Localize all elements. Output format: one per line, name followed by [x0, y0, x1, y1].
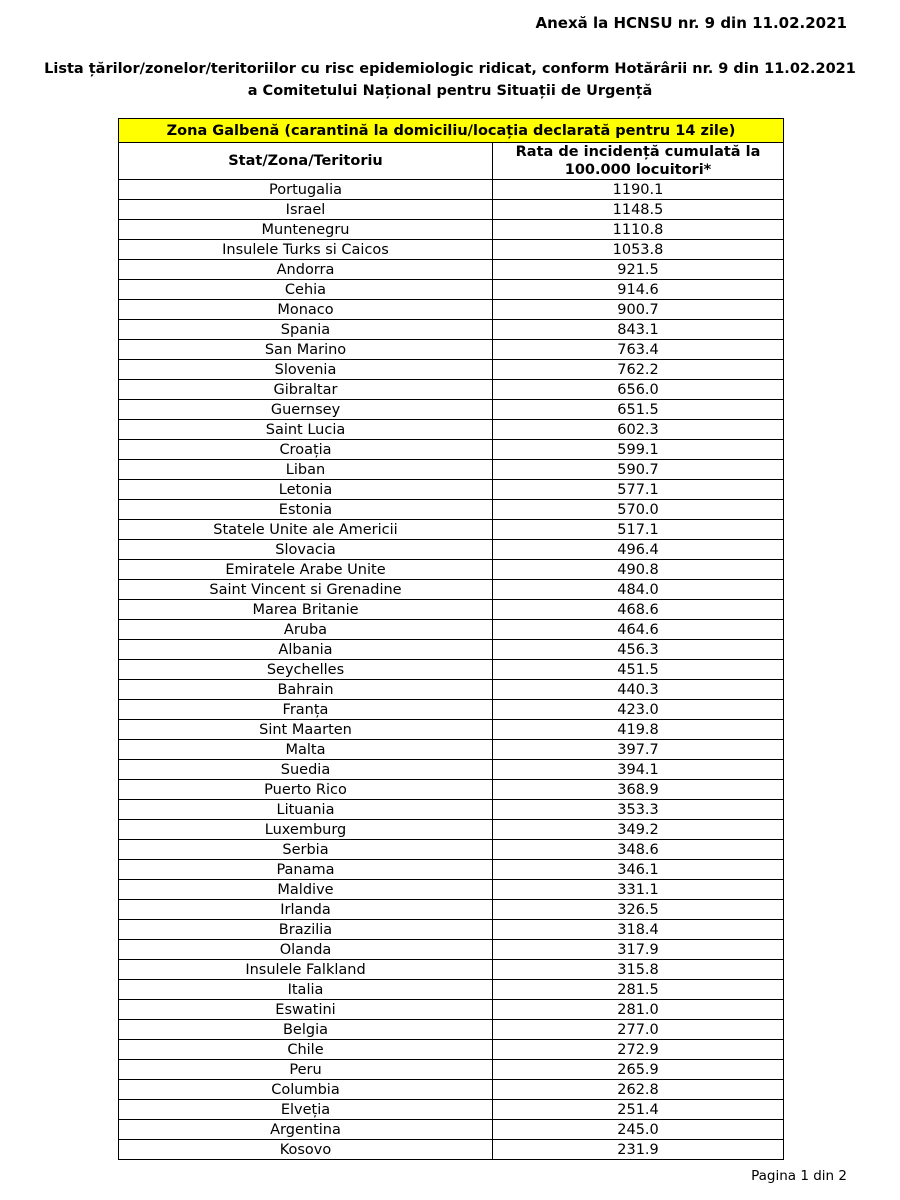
- table-row: [119, 400, 784, 420]
- rate-cell: 468.6: [493, 600, 784, 620]
- table-row: [119, 720, 784, 740]
- rate-cell: 1190.1: [493, 180, 784, 200]
- rate-cell: 1053.8: [493, 240, 784, 260]
- table-row: [119, 560, 784, 580]
- table-row: [119, 320, 784, 340]
- country-cell: Spania: [119, 320, 493, 340]
- country-cell: Columbia: [119, 1080, 493, 1100]
- document-title: Lista țărilor/zonelor/teritoriilor cu risc epidemiologic ridicat, conform Hotărârii nr. 9 din 11.02.2021 a Comitetului Național pentru Situații de Urgență: [44, 61, 856, 99]
- table-row: [119, 460, 784, 480]
- country-cell: Kosovo: [119, 1140, 493, 1160]
- country-cell: Bahrain: [119, 680, 493, 700]
- rate-cell: 231.9: [493, 1140, 784, 1160]
- rate-cell: 346.1: [493, 860, 784, 880]
- table-row: [119, 580, 784, 600]
- rate-cell: 656.0: [493, 380, 784, 400]
- table-row: [119, 960, 784, 980]
- rate-cell: 517.1: [493, 520, 784, 540]
- table-row: [119, 180, 784, 200]
- country-cell: Franța: [119, 700, 493, 720]
- rate-cell: 262.8: [493, 1080, 784, 1100]
- rate-cell: 318.4: [493, 920, 784, 940]
- rate-cell: 397.7: [493, 740, 784, 760]
- table-row: [119, 360, 784, 380]
- rate-cell: 272.9: [493, 1040, 784, 1060]
- country-cell: Cehia: [119, 280, 493, 300]
- rate-cell: 265.9: [493, 1060, 784, 1080]
- table-row: [119, 880, 784, 900]
- rate-cell: 349.2: [493, 820, 784, 840]
- country-cell: Slovacia: [119, 540, 493, 560]
- country-cell: Maldive: [119, 880, 493, 900]
- table-row: [119, 840, 784, 860]
- country-cell: Israel: [119, 200, 493, 220]
- table-row: [119, 700, 784, 720]
- rate-cell: 590.7: [493, 460, 784, 480]
- country-cell: Chile: [119, 1040, 493, 1060]
- table-row: [119, 860, 784, 880]
- table-row: [119, 1080, 784, 1100]
- table-row: [119, 820, 784, 840]
- table-row: [119, 1100, 784, 1120]
- rate-cell: 331.1: [493, 880, 784, 900]
- table-row: [119, 300, 784, 320]
- rate-cell: 451.5: [493, 660, 784, 680]
- table-row: [119, 420, 784, 440]
- rate-cell: 464.6: [493, 620, 784, 640]
- rate-cell: 921.5: [493, 260, 784, 280]
- country-cell: Belgia: [119, 1020, 493, 1040]
- country-cell: Italia: [119, 980, 493, 1000]
- country-cell: Argentina: [119, 1120, 493, 1140]
- table-row: [119, 600, 784, 620]
- table-row: [119, 740, 784, 760]
- table-row: [119, 500, 784, 520]
- country-cell: Serbia: [119, 840, 493, 860]
- rate-cell: 599.1: [493, 440, 784, 460]
- rate-cell: 315.8: [493, 960, 784, 980]
- rate-cell: 317.9: [493, 940, 784, 960]
- rate-cell: 456.3: [493, 640, 784, 660]
- rate-cell: 484.0: [493, 580, 784, 600]
- country-cell: Croația: [119, 440, 493, 460]
- table-row: [119, 760, 784, 780]
- rate-cell: 281.5: [493, 980, 784, 1000]
- country-cell: Sint Maarten: [119, 720, 493, 740]
- rate-cell: 570.0: [493, 500, 784, 520]
- country-cell: Saint Lucia: [119, 420, 493, 440]
- country-cell: Lituania: [119, 800, 493, 820]
- rate-cell: 763.4: [493, 340, 784, 360]
- table-row: [119, 540, 784, 560]
- rate-cell: 490.8: [493, 560, 784, 580]
- country-cell: Panama: [119, 860, 493, 880]
- country-cell: Insulele Turks si Caicos: [119, 240, 493, 260]
- country-cell: Saint Vincent si Grenadine: [119, 580, 493, 600]
- rate-cell: 1148.5: [493, 200, 784, 220]
- country-cell: Muntenegru: [119, 220, 493, 240]
- table-row: [119, 1000, 784, 1020]
- table-row: [119, 440, 784, 460]
- rate-cell: 1110.8: [493, 220, 784, 240]
- country-cell: Suedia: [119, 760, 493, 780]
- country-cell: Guernsey: [119, 400, 493, 420]
- table-row: [119, 980, 784, 1000]
- yellow-zone-table: [118, 118, 784, 1160]
- table-row: [119, 1060, 784, 1080]
- country-cell: Seychelles: [119, 660, 493, 680]
- country-cell: Olanda: [119, 940, 493, 960]
- country-cell: San Marino: [119, 340, 493, 360]
- rate-cell: 281.0: [493, 1000, 784, 1020]
- rate-cell: 419.8: [493, 720, 784, 740]
- rate-cell: 353.3: [493, 800, 784, 820]
- rate-cell: 577.1: [493, 480, 784, 500]
- table-row: [119, 640, 784, 660]
- country-cell: Monaco: [119, 300, 493, 320]
- country-cell: Gibraltar: [119, 380, 493, 400]
- rate-cell: 368.9: [493, 780, 784, 800]
- rate-cell: 496.4: [493, 540, 784, 560]
- country-cell: Estonia: [119, 500, 493, 520]
- table-row: [119, 780, 784, 800]
- country-cell: Eswatini: [119, 1000, 493, 1020]
- country-cell: Slovenia: [119, 360, 493, 380]
- country-cell: Peru: [119, 1060, 493, 1080]
- country-cell: Elveția: [119, 1100, 493, 1120]
- table-row: [119, 480, 784, 500]
- rate-cell: 277.0: [493, 1020, 784, 1040]
- rate-cell: 394.1: [493, 760, 784, 780]
- rate-cell: 651.5: [493, 400, 784, 420]
- table-row: [119, 340, 784, 360]
- country-cell: Insulele Falkland: [119, 960, 493, 980]
- table-row: [119, 920, 784, 940]
- table-row: [119, 900, 784, 920]
- table-body: [119, 180, 784, 1160]
- table-row: [119, 620, 784, 640]
- table-row: [119, 260, 784, 280]
- table-row: [119, 240, 784, 260]
- table-row: [119, 1140, 784, 1160]
- country-cell: Statele Unite ale Americii: [119, 520, 493, 540]
- table-row: [119, 280, 784, 300]
- table-row: [119, 680, 784, 700]
- zone-header: Zona Galbenă (carantină la domiciliu/locația declarată pentru 14 zile): [119, 119, 784, 143]
- table-row: [119, 220, 784, 240]
- rate-cell: 914.6: [493, 280, 784, 300]
- country-cell: Emiratele Arabe Unite: [119, 560, 493, 580]
- rate-cell: 440.3: [493, 680, 784, 700]
- country-cell: Andorra: [119, 260, 493, 280]
- rate-cell: 843.1: [493, 320, 784, 340]
- rate-cell: 900.7: [493, 300, 784, 320]
- country-cell: Albania: [119, 640, 493, 660]
- rate-cell: 245.0: [493, 1120, 784, 1140]
- country-cell: Irlanda: [119, 900, 493, 920]
- rate-cell: 326.5: [493, 900, 784, 920]
- column-header-country: Stat/Zona/Teritoriu: [119, 143, 493, 180]
- country-cell: Letonia: [119, 480, 493, 500]
- country-cell: Marea Britanie: [119, 600, 493, 620]
- table-row: [119, 1020, 784, 1040]
- country-cell: Luxemburg: [119, 820, 493, 840]
- table-row: [119, 380, 784, 400]
- country-cell: Liban: [119, 460, 493, 480]
- country-cell: Malta: [119, 740, 493, 760]
- rate-cell: 423.0: [493, 700, 784, 720]
- table-row: [119, 660, 784, 680]
- column-header-rate: Rata de incidență cumulată la 100.000 locuitori*: [493, 143, 784, 180]
- rate-cell: 602.3: [493, 420, 784, 440]
- country-cell: Brazilia: [119, 920, 493, 940]
- rate-cell: 762.2: [493, 360, 784, 380]
- country-cell: Aruba: [119, 620, 493, 640]
- table-row: [119, 940, 784, 960]
- country-cell: Puerto Rico: [119, 780, 493, 800]
- table-row: [119, 1040, 784, 1060]
- table-row: [119, 1120, 784, 1140]
- table-row: [119, 200, 784, 220]
- rate-cell: 251.4: [493, 1100, 784, 1120]
- table-row: [119, 520, 784, 540]
- country-cell: Portugalia: [119, 180, 493, 200]
- annex-reference: Anexă la HCNSU nr. 9 din 11.02.2021: [535, 14, 847, 32]
- page-number: Pagina 1 din 2: [751, 1168, 847, 1184]
- rate-cell: 348.6: [493, 840, 784, 860]
- table-row: [119, 800, 784, 820]
